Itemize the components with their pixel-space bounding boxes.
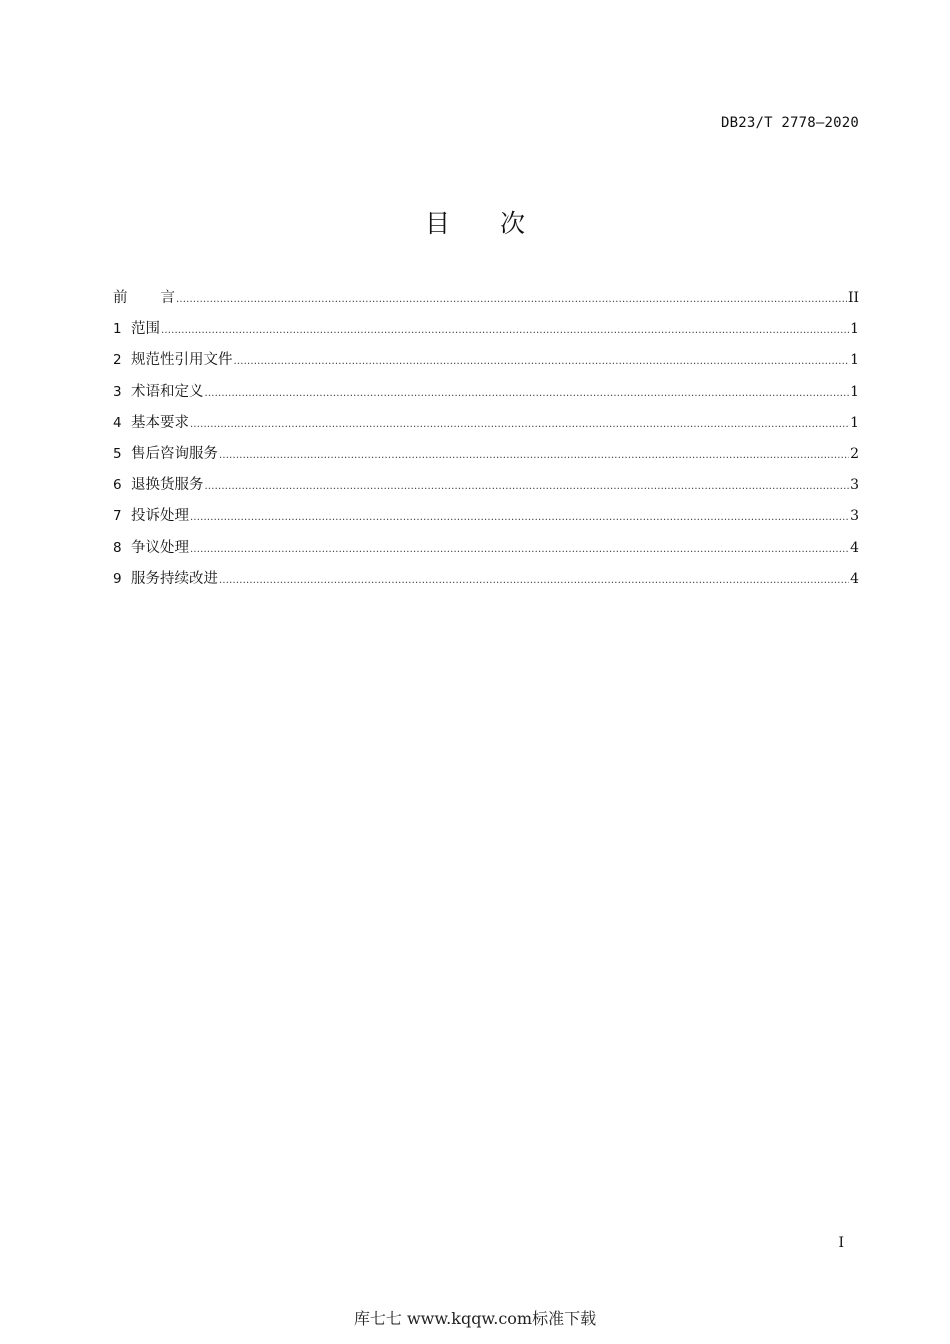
toc-page-number: 1 bbox=[850, 383, 859, 400]
toc-entry-title: 投诉处理 bbox=[131, 508, 189, 525]
toc-entry-title: 售后咨询服务 bbox=[131, 445, 218, 462]
toc-page-number: 1 bbox=[850, 352, 859, 369]
toc-leader-dots bbox=[190, 544, 849, 555]
toc-leader-dots bbox=[161, 325, 849, 336]
toc-entry-9[interactable] bbox=[113, 567, 859, 598]
toc-page-number: 4 bbox=[850, 539, 859, 556]
toc-leader-dots bbox=[205, 481, 850, 492]
toc-entry-title: 范围 bbox=[131, 321, 160, 338]
toc-entry-number: 2 bbox=[113, 352, 122, 369]
toc-leader-dots bbox=[219, 450, 849, 461]
page-title-char-1: 目 bbox=[424, 209, 450, 238]
toc-page-number: 3 bbox=[850, 477, 859, 494]
toc-entry-title: 规范性引用文件 bbox=[131, 352, 233, 369]
toc-entry-number: 8 bbox=[113, 539, 122, 556]
toc-leader-dots bbox=[234, 356, 850, 367]
toc-leader-dots bbox=[205, 388, 850, 399]
toc-page-number: 1 bbox=[850, 321, 859, 338]
toc-entry-foreword[interactable] bbox=[113, 286, 859, 317]
toc-entry-title bbox=[113, 286, 175, 307]
toc-leader-dots bbox=[190, 512, 849, 523]
toc-entry-number: 9 bbox=[113, 570, 122, 587]
toc-entry-3[interactable] bbox=[113, 380, 859, 411]
toc-entry-number: 1 bbox=[113, 321, 122, 338]
page-title bbox=[0, 204, 950, 240]
toc-entry-number: 4 bbox=[113, 414, 122, 431]
toc-page-number: 4 bbox=[850, 570, 859, 587]
toc-leader-dots bbox=[176, 294, 847, 305]
toc-leader-dots bbox=[190, 419, 849, 430]
toc-entry-title: 争议处理 bbox=[131, 539, 189, 556]
toc-entry-title: 术语和定义 bbox=[131, 383, 204, 400]
footer-watermark: 库七七 www.kqqw.com标准下载 bbox=[353, 1309, 597, 1328]
toc-entry-number: 7 bbox=[113, 508, 122, 525]
toc-entry-6[interactable] bbox=[113, 473, 859, 504]
toc-page-number: 3 bbox=[850, 508, 859, 525]
toc-entry-number: 5 bbox=[113, 445, 122, 462]
standard-code: DB23/T 2778—2020 bbox=[720, 115, 859, 131]
toc-entry-number: 6 bbox=[113, 477, 122, 494]
toc-page-number: 2 bbox=[850, 445, 859, 462]
toc-entry-title-part-2: 言 bbox=[160, 290, 175, 306]
toc-entry-number: 3 bbox=[113, 383, 122, 400]
toc-entry-title: 基本要求 bbox=[131, 414, 189, 431]
table-of-contents bbox=[113, 286, 859, 598]
page-title-char-2: 次 bbox=[500, 209, 526, 238]
toc-entry-5[interactable] bbox=[113, 442, 859, 473]
page-number: I bbox=[838, 1235, 844, 1251]
toc-entry-title: 退换货服务 bbox=[131, 477, 204, 494]
toc-entry-1[interactable] bbox=[113, 317, 859, 348]
toc-entry-2[interactable] bbox=[113, 348, 859, 379]
toc-entry-title: 服务持续改进 bbox=[131, 570, 218, 587]
toc-page-number: II bbox=[847, 290, 859, 306]
toc-entry-8[interactable] bbox=[113, 536, 859, 567]
toc-page-number: 1 bbox=[850, 414, 859, 431]
toc-entry-title-part-1: 前 bbox=[113, 290, 128, 306]
toc-leader-dots bbox=[219, 575, 849, 586]
toc-entry-4[interactable] bbox=[113, 411, 859, 442]
toc-entry-7[interactable] bbox=[113, 504, 859, 535]
